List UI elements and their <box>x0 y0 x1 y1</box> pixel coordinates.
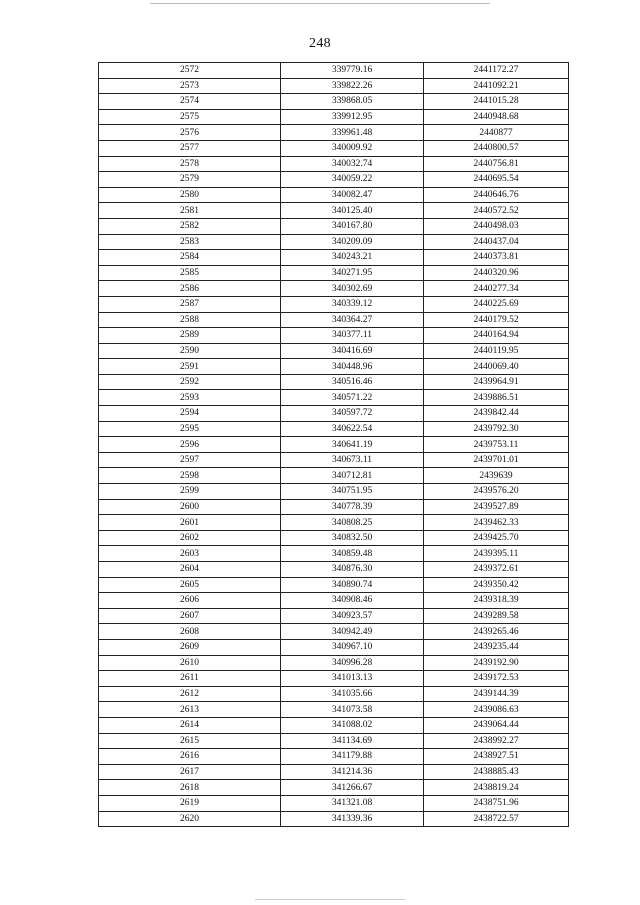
y-coordinate-cell: 2439372.61 <box>424 562 569 578</box>
scan-top-edge-line <box>150 3 490 4</box>
point-number-cell: 2606 <box>99 593 281 609</box>
x-coordinate-cell: 340571.22 <box>281 390 424 406</box>
x-coordinate-cell: 341321.08 <box>281 795 424 811</box>
point-number-cell: 2598 <box>99 468 281 484</box>
y-coordinate-cell: 2440877 <box>424 125 569 141</box>
x-coordinate-cell: 340377.11 <box>281 328 424 344</box>
point-number-cell: 2582 <box>99 218 281 234</box>
y-coordinate-cell: 2439462.33 <box>424 515 569 531</box>
table-row <box>99 78 569 94</box>
y-coordinate-cell: 2439639 <box>424 468 569 484</box>
x-coordinate-cell: 340416.69 <box>281 343 424 359</box>
x-coordinate-cell: 340364.27 <box>281 312 424 328</box>
table-row <box>99 374 569 390</box>
y-coordinate-cell: 2440695.54 <box>424 172 569 188</box>
x-coordinate-cell: 340339.12 <box>281 296 424 312</box>
y-coordinate-cell: 2439701.01 <box>424 452 569 468</box>
y-coordinate-cell: 2440277.34 <box>424 281 569 297</box>
x-coordinate-cell: 339868.05 <box>281 94 424 110</box>
y-coordinate-cell: 2439395.11 <box>424 546 569 562</box>
point-number-cell: 2579 <box>99 172 281 188</box>
table-row <box>99 733 569 749</box>
y-coordinate-cell: 2439792.30 <box>424 421 569 437</box>
point-number-cell: 2594 <box>99 406 281 422</box>
y-coordinate-cell: 2439064.44 <box>424 717 569 733</box>
x-coordinate-cell: 340009.92 <box>281 140 424 156</box>
point-number-cell: 2592 <box>99 374 281 390</box>
y-coordinate-cell: 2439576.20 <box>424 484 569 500</box>
x-coordinate-cell: 341339.36 <box>281 811 424 827</box>
table-row <box>99 577 569 593</box>
table-row <box>99 468 569 484</box>
table-row <box>99 109 569 125</box>
x-coordinate-cell: 341013.13 <box>281 671 424 687</box>
point-number-cell: 2577 <box>99 140 281 156</box>
table-row <box>99 234 569 250</box>
table-row <box>99 250 569 266</box>
point-number-cell: 2578 <box>99 156 281 172</box>
point-number-cell: 2612 <box>99 686 281 702</box>
table-row <box>99 546 569 562</box>
point-number-cell: 2619 <box>99 795 281 811</box>
table-row <box>99 655 569 671</box>
table-row <box>99 686 569 702</box>
table-row <box>99 780 569 796</box>
y-coordinate-cell: 2440948.68 <box>424 109 569 125</box>
point-number-cell: 2591 <box>99 359 281 375</box>
point-number-cell: 2607 <box>99 608 281 624</box>
point-number-cell: 2573 <box>99 78 281 94</box>
point-number-cell: 2599 <box>99 484 281 500</box>
point-number-cell: 2581 <box>99 203 281 219</box>
point-number-cell: 2590 <box>99 343 281 359</box>
y-coordinate-cell: 2439144.39 <box>424 686 569 702</box>
x-coordinate-cell: 340876.30 <box>281 562 424 578</box>
table-row <box>99 499 569 515</box>
x-coordinate-cell: 340751.95 <box>281 484 424 500</box>
y-coordinate-cell: 2439886.51 <box>424 390 569 406</box>
point-number-cell: 2610 <box>99 655 281 671</box>
point-number-cell: 2620 <box>99 811 281 827</box>
x-coordinate-cell: 340059.22 <box>281 172 424 188</box>
table-row <box>99 562 569 578</box>
y-coordinate-cell: 2439265.46 <box>424 624 569 640</box>
point-number-cell: 2602 <box>99 530 281 546</box>
y-coordinate-cell: 2441172.27 <box>424 63 569 79</box>
y-coordinate-cell: 2438819.24 <box>424 780 569 796</box>
y-coordinate-cell: 2440320.96 <box>424 265 569 281</box>
table-row <box>99 390 569 406</box>
table-row <box>99 811 569 827</box>
x-coordinate-cell: 340996.28 <box>281 655 424 671</box>
table-row <box>99 296 569 312</box>
coordinates-table <box>98 62 569 827</box>
x-coordinate-cell: 340942.49 <box>281 624 424 640</box>
y-coordinate-cell: 2438885.43 <box>424 764 569 780</box>
y-coordinate-cell: 2439425.70 <box>424 530 569 546</box>
point-number-cell: 2608 <box>99 624 281 640</box>
point-number-cell: 2583 <box>99 234 281 250</box>
y-coordinate-cell: 2440373.81 <box>424 250 569 266</box>
point-number-cell: 2588 <box>99 312 281 328</box>
x-coordinate-cell: 340271.95 <box>281 265 424 281</box>
table-row <box>99 140 569 156</box>
x-coordinate-cell: 341266.67 <box>281 780 424 796</box>
point-number-cell: 2589 <box>99 328 281 344</box>
point-number-cell: 2604 <box>99 562 281 578</box>
point-number-cell: 2611 <box>99 671 281 687</box>
x-coordinate-cell: 340890.74 <box>281 577 424 593</box>
x-coordinate-cell: 340209.09 <box>281 234 424 250</box>
x-coordinate-cell: 339822.26 <box>281 78 424 94</box>
y-coordinate-cell: 2440225.69 <box>424 296 569 312</box>
point-number-cell: 2605 <box>99 577 281 593</box>
table-row <box>99 717 569 733</box>
table-row <box>99 406 569 422</box>
table-row <box>99 187 569 203</box>
y-coordinate-cell: 2440498.03 <box>424 218 569 234</box>
point-number-cell: 2609 <box>99 639 281 655</box>
y-coordinate-cell: 2440756.81 <box>424 156 569 172</box>
x-coordinate-cell: 340032.74 <box>281 156 424 172</box>
y-coordinate-cell: 2439086.63 <box>424 702 569 718</box>
table-row <box>99 125 569 141</box>
table-row <box>99 172 569 188</box>
y-coordinate-cell: 2438722.57 <box>424 811 569 827</box>
x-coordinate-cell: 341179.88 <box>281 749 424 765</box>
y-coordinate-cell: 2440800.57 <box>424 140 569 156</box>
x-coordinate-cell: 341088.02 <box>281 717 424 733</box>
point-number-cell: 2614 <box>99 717 281 733</box>
x-coordinate-cell: 340302.69 <box>281 281 424 297</box>
table-row <box>99 530 569 546</box>
y-coordinate-cell: 2440437.04 <box>424 234 569 250</box>
point-number-cell: 2613 <box>99 702 281 718</box>
page-number: 248 <box>309 36 331 51</box>
x-coordinate-cell: 340516.46 <box>281 374 424 390</box>
y-coordinate-cell: 2441092.21 <box>424 78 569 94</box>
table-row <box>99 452 569 468</box>
x-coordinate-cell: 340641.19 <box>281 437 424 453</box>
point-number-cell: 2572 <box>99 63 281 79</box>
point-number-cell: 2574 <box>99 94 281 110</box>
x-coordinate-cell: 340597.72 <box>281 406 424 422</box>
table-row <box>99 515 569 531</box>
table-row <box>99 593 569 609</box>
y-coordinate-cell: 2440164.94 <box>424 328 569 344</box>
point-number-cell: 2600 <box>99 499 281 515</box>
x-coordinate-cell: 340808.25 <box>281 515 424 531</box>
y-coordinate-cell: 2439192.90 <box>424 655 569 671</box>
y-coordinate-cell: 2440069.40 <box>424 359 569 375</box>
x-coordinate-cell: 340778.39 <box>281 499 424 515</box>
table-row <box>99 624 569 640</box>
table-row <box>99 764 569 780</box>
point-number-cell: 2618 <box>99 780 281 796</box>
scan-bottom-edge-line <box>255 899 405 900</box>
y-coordinate-cell: 2439842.44 <box>424 406 569 422</box>
point-number-cell: 2584 <box>99 250 281 266</box>
point-number-cell: 2601 <box>99 515 281 531</box>
x-coordinate-cell: 340167.80 <box>281 218 424 234</box>
table-row <box>99 203 569 219</box>
x-coordinate-cell: 341073.58 <box>281 702 424 718</box>
y-coordinate-cell: 2439289.58 <box>424 608 569 624</box>
point-number-cell: 2597 <box>99 452 281 468</box>
table-row <box>99 437 569 453</box>
table-row <box>99 94 569 110</box>
table-row <box>99 343 569 359</box>
table-row <box>99 671 569 687</box>
table-row <box>99 328 569 344</box>
x-coordinate-cell: 340082.47 <box>281 187 424 203</box>
y-coordinate-cell: 2439964.91 <box>424 374 569 390</box>
x-coordinate-cell: 340673.11 <box>281 452 424 468</box>
x-coordinate-cell: 340923.57 <box>281 608 424 624</box>
table-row <box>99 359 569 375</box>
table-row <box>99 484 569 500</box>
x-coordinate-cell: 340712.81 <box>281 468 424 484</box>
table-row <box>99 795 569 811</box>
point-number-cell: 2576 <box>99 125 281 141</box>
coordinates-table-body <box>99 63 569 827</box>
x-coordinate-cell: 340832.50 <box>281 530 424 546</box>
x-coordinate-cell: 340967.10 <box>281 639 424 655</box>
table-row <box>99 63 569 79</box>
point-number-cell: 2615 <box>99 733 281 749</box>
x-coordinate-cell: 340859.48 <box>281 546 424 562</box>
x-coordinate-cell: 340125.40 <box>281 203 424 219</box>
point-number-cell: 2616 <box>99 749 281 765</box>
y-coordinate-cell: 2438927.51 <box>424 749 569 765</box>
table-row <box>99 156 569 172</box>
x-coordinate-cell: 339779.16 <box>281 63 424 79</box>
y-coordinate-cell: 2439350.42 <box>424 577 569 593</box>
point-number-cell: 2617 <box>99 764 281 780</box>
point-number-cell: 2585 <box>99 265 281 281</box>
y-coordinate-cell: 2439235.44 <box>424 639 569 655</box>
y-coordinate-cell: 2439527.89 <box>424 499 569 515</box>
point-number-cell: 2575 <box>99 109 281 125</box>
y-coordinate-cell: 2438992.27 <box>424 733 569 749</box>
x-coordinate-cell: 339912.95 <box>281 109 424 125</box>
y-coordinate-cell: 2439753.11 <box>424 437 569 453</box>
x-coordinate-cell: 340448.96 <box>281 359 424 375</box>
table-row <box>99 312 569 328</box>
point-number-cell: 2587 <box>99 296 281 312</box>
y-coordinate-cell: 2438751.96 <box>424 795 569 811</box>
table-row <box>99 265 569 281</box>
y-coordinate-cell: 2440119.95 <box>424 343 569 359</box>
x-coordinate-cell: 340908.46 <box>281 593 424 609</box>
table-row <box>99 639 569 655</box>
x-coordinate-cell: 340622.54 <box>281 421 424 437</box>
x-coordinate-cell: 339961.48 <box>281 125 424 141</box>
x-coordinate-cell: 341035.66 <box>281 686 424 702</box>
point-number-cell: 2596 <box>99 437 281 453</box>
x-coordinate-cell: 341214.36 <box>281 764 424 780</box>
y-coordinate-cell: 2439318.39 <box>424 593 569 609</box>
x-coordinate-cell: 340243.21 <box>281 250 424 266</box>
point-number-cell: 2586 <box>99 281 281 297</box>
y-coordinate-cell: 2440572.52 <box>424 203 569 219</box>
table-row <box>99 608 569 624</box>
table-row <box>99 218 569 234</box>
table-row <box>99 421 569 437</box>
x-coordinate-cell: 341134.69 <box>281 733 424 749</box>
point-number-cell: 2593 <box>99 390 281 406</box>
table-row <box>99 749 569 765</box>
y-coordinate-cell: 2440179.52 <box>424 312 569 328</box>
y-coordinate-cell: 2441015.28 <box>424 94 569 110</box>
table-row <box>99 702 569 718</box>
point-number-cell: 2595 <box>99 421 281 437</box>
table-row <box>99 281 569 297</box>
point-number-cell: 2580 <box>99 187 281 203</box>
y-coordinate-cell: 2440646.76 <box>424 187 569 203</box>
y-coordinate-cell: 2439172.53 <box>424 671 569 687</box>
point-number-cell: 2603 <box>99 546 281 562</box>
